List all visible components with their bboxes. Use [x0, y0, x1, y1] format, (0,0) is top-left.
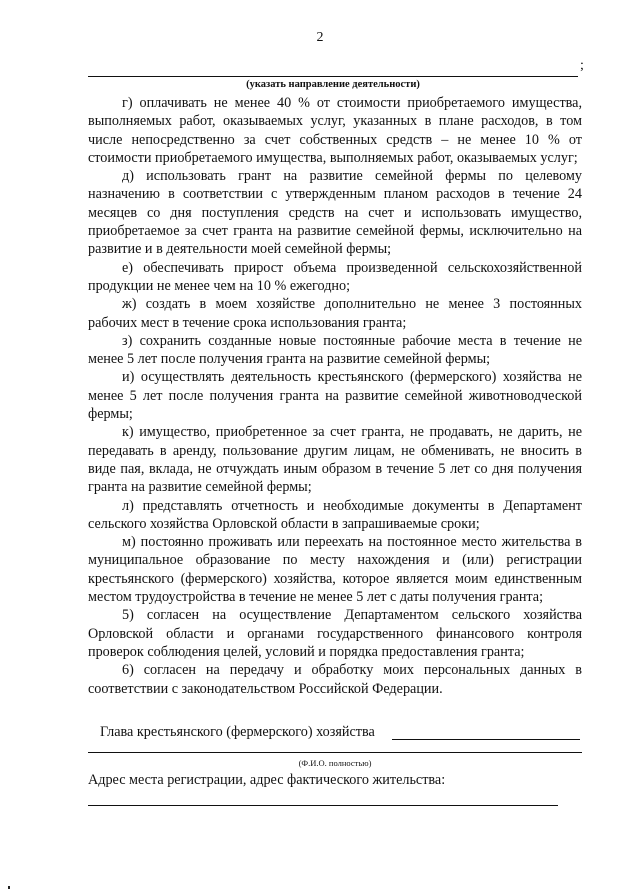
paragraph-l: л) представлять отчетность и необходимые документы в Департамент сельского хозяйства Орловской области в запрашиваемые сроки; — [88, 497, 582, 532]
page-number: 2 — [316, 30, 324, 45]
paragraph-m: м) постоянно проживать или переехать на постоянное место жительства в муниципальное образование по месту нахождения и (или) регистрации крестьянского (фермерского) хозяйства, которое является моим единственным местом трудоустройства в течение не менее 5 лет с даты получения гранта; — [88, 534, 582, 606]
paragraph-6: 6) согласен на передачу и обработку моих персональных данных в соответствии с законодательством Российской Федерации. — [88, 662, 582, 697]
obligations-text — [88, 94, 582, 698]
signature-block — [88, 724, 582, 788]
full-name-caption: (Ф.И.О. полностью) — [298, 758, 372, 768]
full-name-line[interactable] — [88, 752, 582, 753]
direction-semicolon: ; — [580, 58, 584, 73]
paragraph-g: г) оплачивать не менее 40 % от стоимости приобретаемого имущества, выполняемых работ, оказываемых услуг, указанных в плане расходов, в том числе непосредственно за счет собственных средств – не менее 10 % от стоимости приобретаемого имущества, выполняемых работ, оказываемых услуг; — [88, 95, 582, 166]
address-label: Адрес места регистрации, адрес фактического жительства: — [88, 772, 446, 788]
paragraph-e: е) обеспечивать прирост объема произведенной сельскохозяйственной продукции не менее чем на 10 % ежегодно; — [88, 259, 582, 294]
address-line[interactable] — [88, 805, 558, 806]
paragraph-z: з) сохранить созданные новые постоянные рабочие места в течение не менее 5 лет после получения гранта на развитие семейной фермы; — [88, 332, 582, 368]
head-signature-row — [88, 724, 582, 746]
head-label: Глава крестьянского (фермерского) хозяйства — [100, 724, 375, 740]
scan-speck — [8, 886, 10, 889]
paragraph-5: 5) согласен на осуществление Департаментом сельского хозяйства Орловской области и органами государственного финансового контроля проверок соблюдения целей, условий и порядка предоставления гранта; — [88, 607, 582, 660]
paragraph-zh: ж) создать в моем хозяйстве дополнительно не менее 3 постоянных рабочих мест в течение срока использования гранта; — [88, 296, 582, 331]
direction-caption: (указать направление деятельности) — [246, 79, 420, 90]
paragraph-d: д) использовать грант на развитие семейной фермы по целевому назначению в соответствии с утвержденным планом расходов в течение 24 месяцев со дня поступления средств на счет и использовать имущество, приобретаемое за счет гранта на развитие семейной фермы, исключительно на развитие и в деятельности моей семейной фермы; — [88, 168, 582, 258]
direction-blank-line — [88, 60, 578, 77]
head-signature-line[interactable] — [392, 739, 580, 740]
paragraph-k: к) имущество, приобретенное за счет гранта, не продавать, не дарить, не передавать в аренду, пользование другим лицам, не обменивать, не вносить в виде пая, вклада, не отчуждать иным образом в течение 5 лет со дня получения гранта на развитие семейной фермы; — [88, 424, 582, 496]
paragraph-i: и) осуществлять деятельность крестьянского (фермерского) хозяйства не менее 5 лет после получения гранта на развитие семейной животноводческой фермы; — [88, 369, 582, 423]
